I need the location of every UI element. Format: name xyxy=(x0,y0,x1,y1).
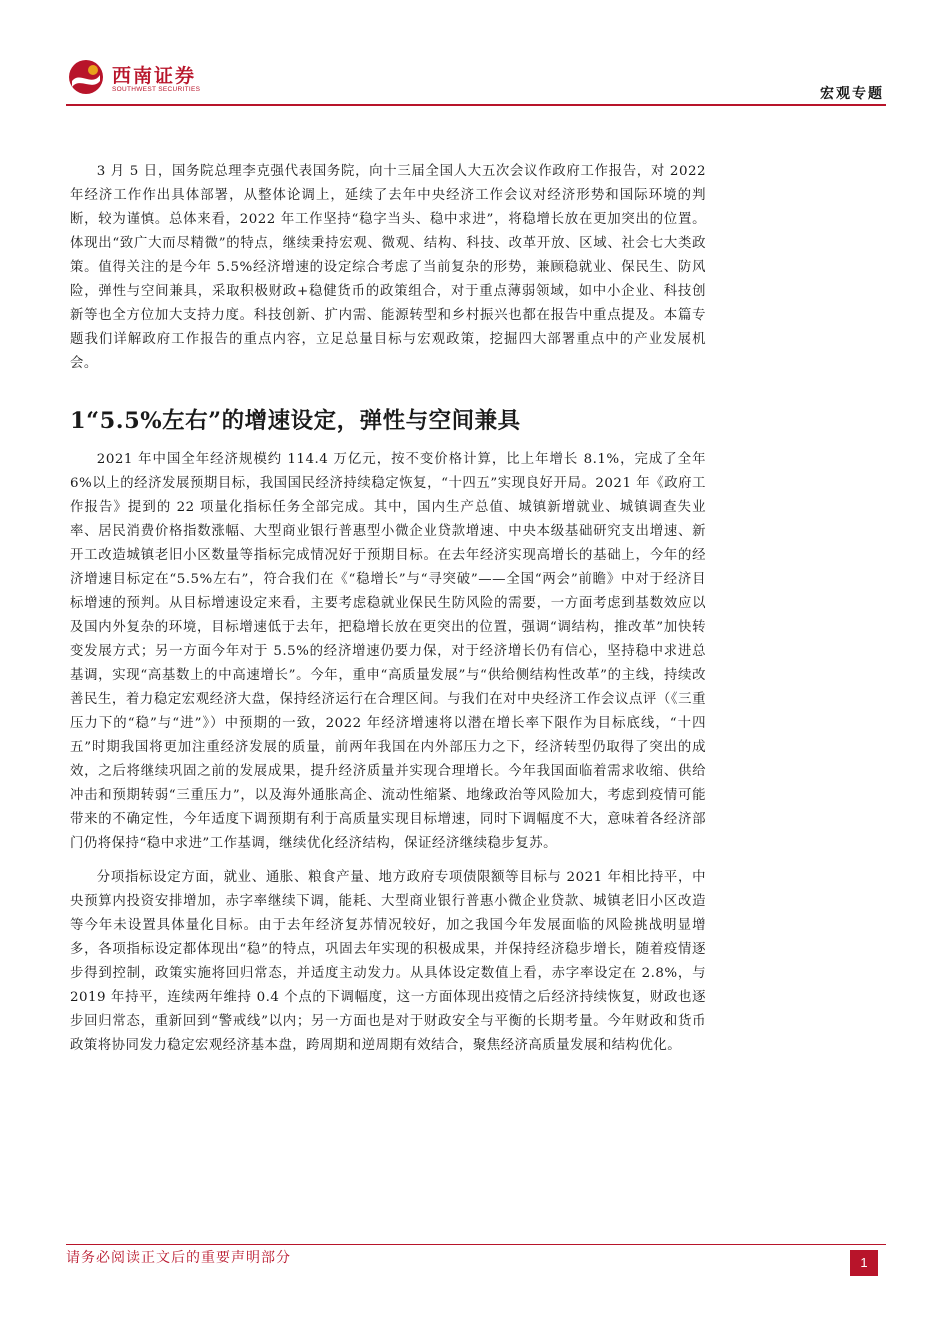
company-logo xyxy=(66,55,266,99)
report-category: 宏观专题 xyxy=(820,86,884,102)
report-body xyxy=(70,160,706,1058)
page-number: 1 xyxy=(850,1250,878,1276)
logo-english-name: SOUTHWEST SECURITIES xyxy=(112,86,201,93)
disclaimer-notice: 请务必阅读正文后的重要声明部分 xyxy=(66,1250,291,1266)
header-divider xyxy=(66,104,886,106)
paragraph-gap xyxy=(70,856,706,866)
footer-divider xyxy=(66,1244,886,1245)
section-1-heading: 1“5.5%左右”的增速设定，弹性与空间兼具 xyxy=(70,408,521,434)
section-1-paragraph-2: 分项指标设定方面，就业、通胀、粮食产量、地方政府专项债限额等目标与 2021 年相比持平，中央预算内投资安排增加，赤字率继续下调，能耗、大型商业银行普惠小微企业贷款、城镇老旧小区改造等今年未设置具体量化目标。由于去年经济复苏情况较好，加之我国今年发展面临的风险挑战明显增多，各项指标设定都体现出“稳”的特点，巩固去年实现的积极成果，并保持经济稳步增长，随着疫情逐步得到控制，政策实施将回归常态，并适度主动发力。从具体设定数值上看，赤字率设定在 2.8%，与 2019 年持平，连续两年维持 0.4 个点的下调幅度，这一方面体现出疫情之后经济持续恢复，财政也逐步回归常态，重新回到“警戒线”以内；另一方面也是对于财政安全与平衡的长期考量。今年财政和货币政策将协同发力稳定宏观经济基本盘，跨周期和逆周期有效结合，聚焦经济高质量发展和结构优化。 xyxy=(70,870,706,1053)
section-1-paragraph-1: 2021 年中国全年经济规模约 114.4 万亿元，按不变价格计算，比上年增长 8.1%，完成了全年 6%以上的经济发展预期目标，我国国民经济持续稳定恢复，“十四五”实现良好开局。2021 年《政府工作报告》提到的 22 项量化指标任务全部完成。其中，国内生产总值、城镇新增就业、城镇调查失业率、居民消费价格指数涨幅、大型商业银行普惠型小微企业贷款增速、中央本级基础研究支出增速、新开工改造城镇老旧小区数量等指标完成情况好于预期目标。在去年经济实现高增长的基础上，今年的经济增速目标定在“5.5%左右”，符合我们在《“稳增长”与“寻突破”——全国“两会”前瞻》中对于经济目标增速的预判。从目标增速设定来看，主要考虑稳就业保民生防风险的需要，一方面考虑到基数效应以及国内外复杂的环境，目标增速低于去年，把稳增长放在更突出的位置，强调“调结构，推改革”加快转变发展方式；另一方面今年对于 5.5%的经济增速仍要力保，对于经济增长仍有信心，坚持稳中求进总基调，实现“高基数上的中高速增长”。今年，重申“高质量发展”与“供给侧结构性改革”的主线，持续改善民生，着力稳定宏观经济大盘，保持经济运行在合理区间。与我们在对中央经济工作会议点评（《三重压力下的“稳”与“进”》）中预期的一致，2022 年经济增速将以潜在增长率下限作为目标底线，“十四五”时期我国将更加注重经济发展的质量，前两年我国在内外部压力之下，经济转型仍取得了突出的成效，之后将继续巩固之前的发展成果，提升经济质量并实现合理增长。今年我国面临着需求收缩、供给冲击和预期转弱“三重压力”，以及海外通胀高企、流动性缩紧、地缘政治等风险加大，考虑到疫情可能带来的不确定性，今年适度下调预期有利于高质量实现目标增速，同时下调幅度不大，意味着各经济部门仍将保持“稳中求进”工作基调，继续优化经济结构，保证经济继续稳步复苏。 xyxy=(70,452,706,851)
page-header xyxy=(66,55,886,107)
logo-chinese-name: 西南证券 xyxy=(112,65,197,87)
southwest-securities-logo-icon xyxy=(66,57,106,97)
intro-paragraph: 3 月 5 日，国务院总理李克强代表国务院，向十三届全国人大五次会议作政府工作报告，对 2022 年经济工作作出具体部署，从整体论调上，延续了去年中央经济工作会议对经济形势和国际环境的判断，较为谨慎。总体来看，2022 年工作坚持“稳字当头、稳中求进”，将稳增长放在更加突出的位置。体现出“致广大而尽精微”的特点，继续秉持宏观、微观、结构、科技、改革开放、区域、社会七大类政策。值得关注的是今年 5.5%经济增速的设定综合考虑了当前复杂的形势，兼顾稳就业、保民生、防风险，弹性与空间兼具，采取积极财政+稳健货币的政策组合，对于重点薄弱领域，如中小企业、科技创新等也全方位加大支持力度。科技创新、扩内需、能源转型和乡村振兴也都在报告中重点提及。本篇专题我们详解政府工作报告的重点内容，立足总量目标与宏观政策，挖掘四大部署重点中的产业发展机会。 xyxy=(70,164,706,371)
